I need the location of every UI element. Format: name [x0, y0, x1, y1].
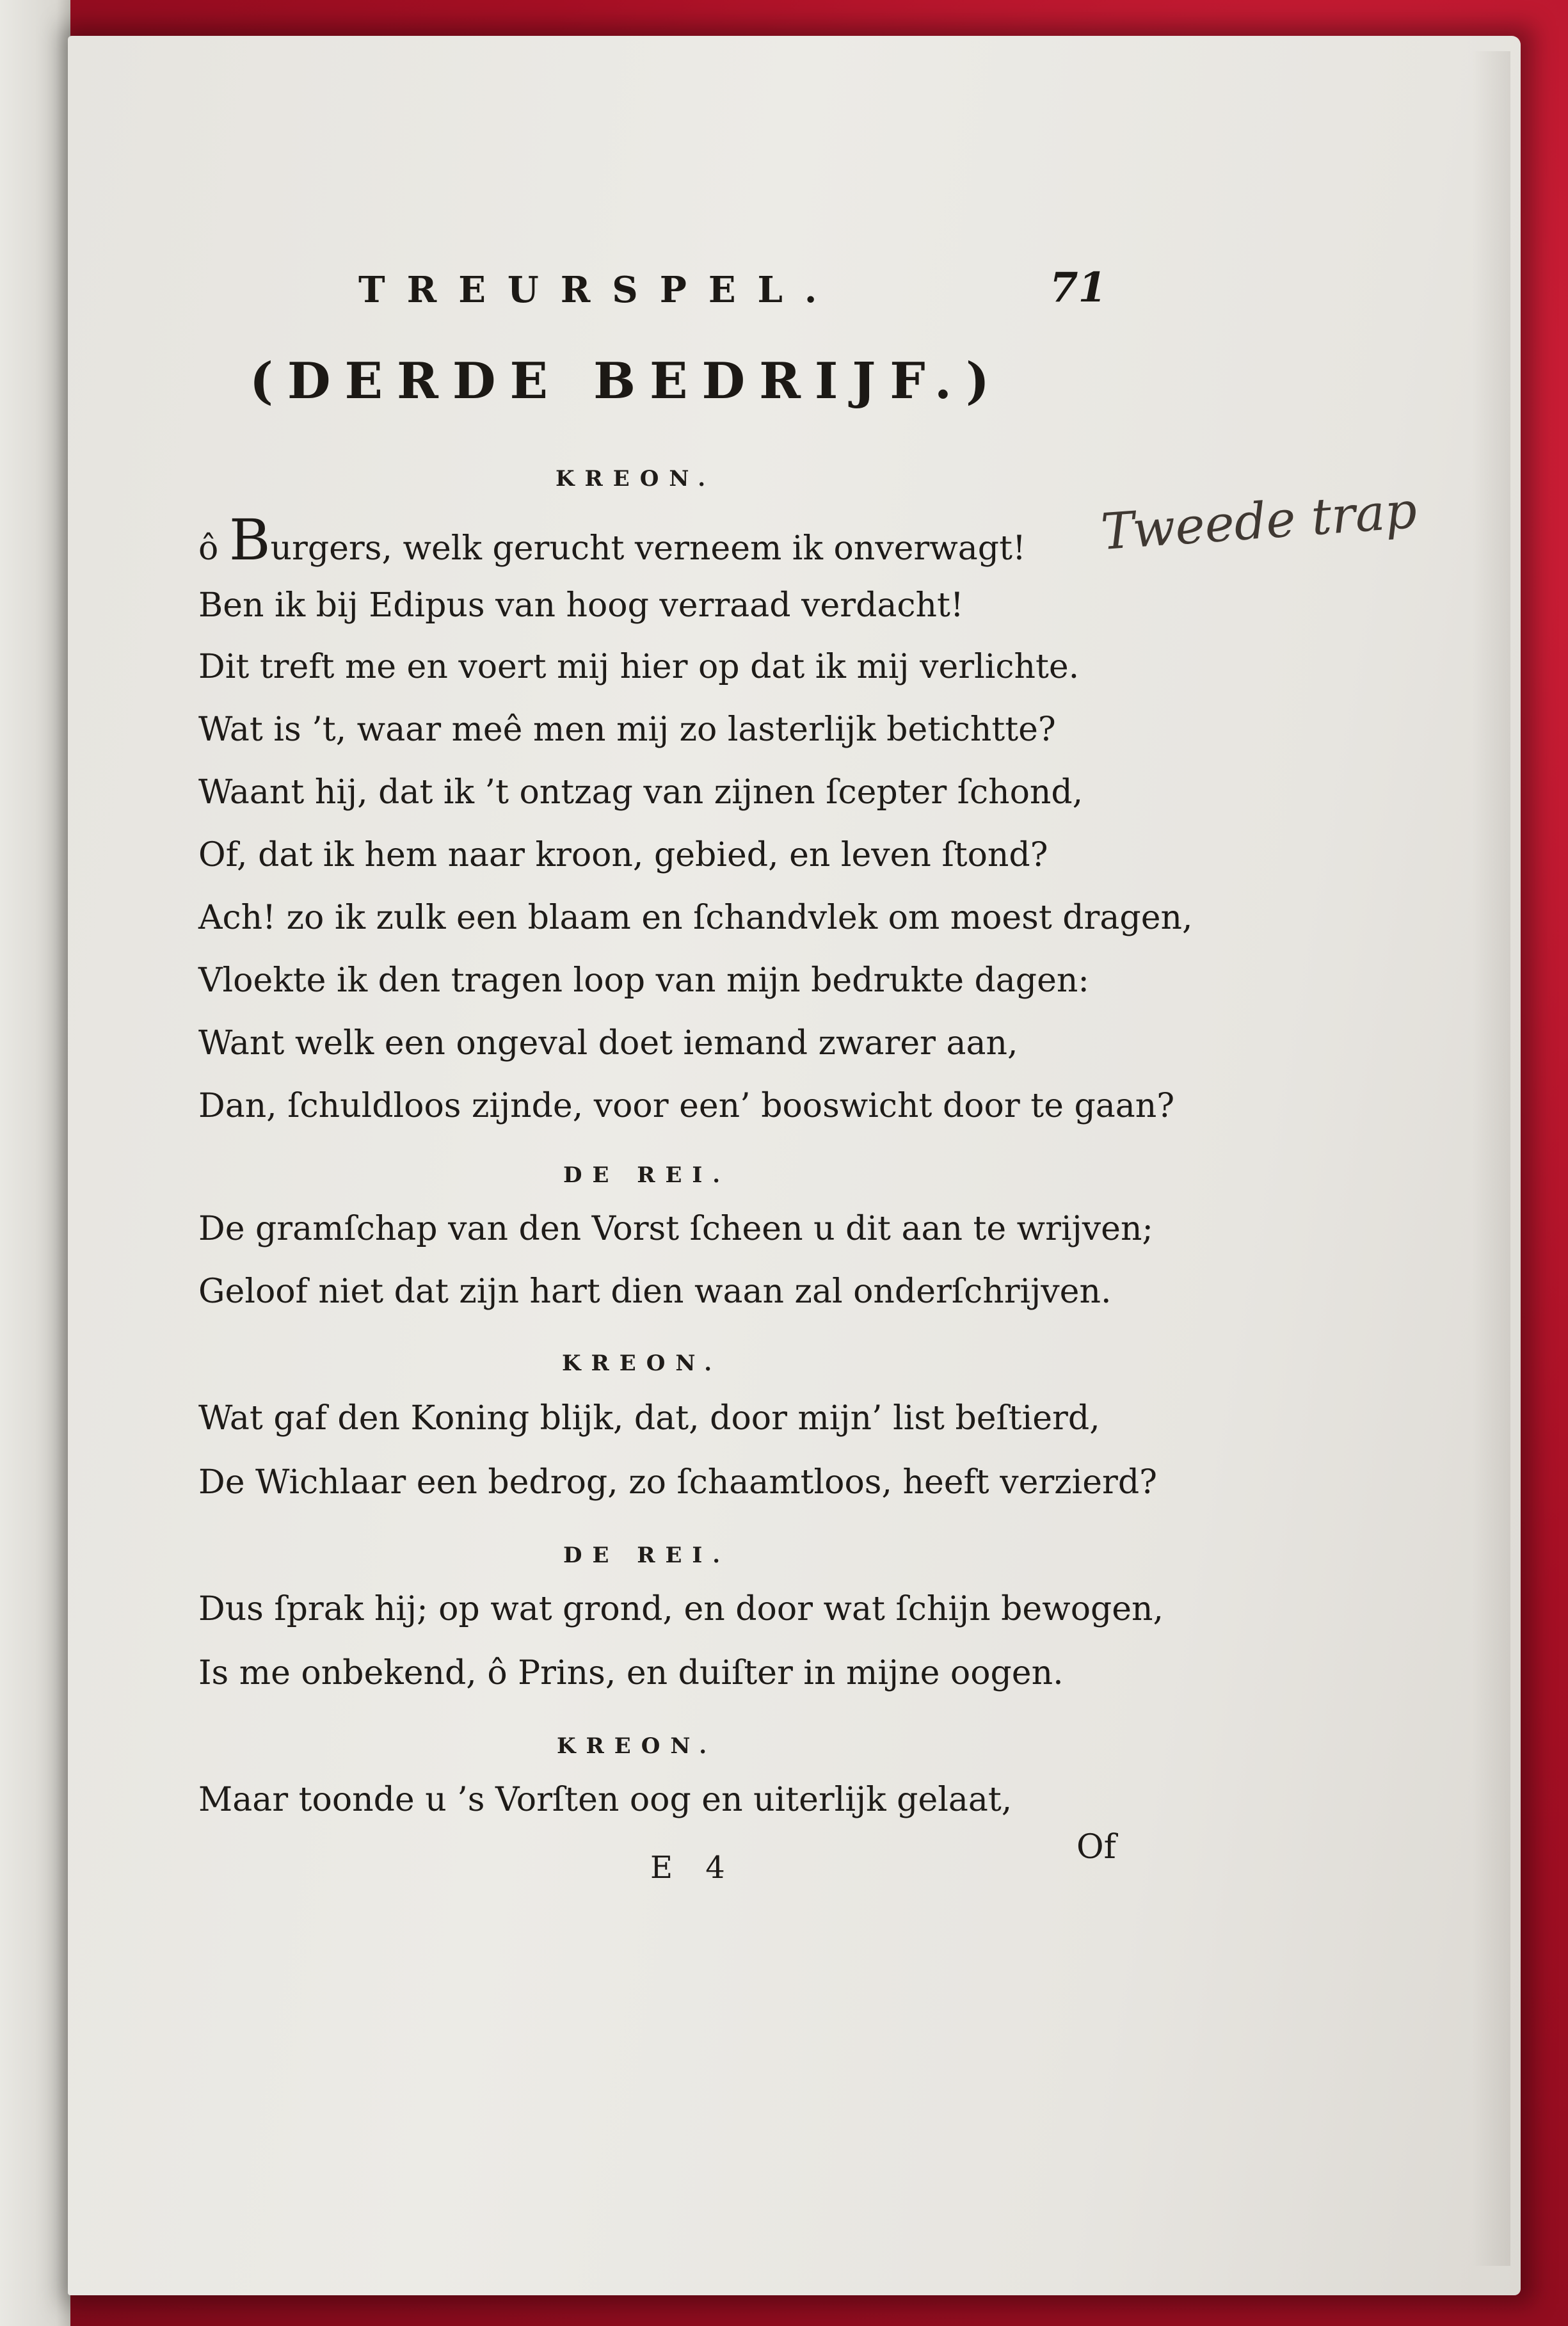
- verse-line: Waant hij, dat ik ’t ontzag van zijnen ſcepter ſchond,: [198, 773, 1084, 812]
- verse-line: [198, 507, 1026, 573]
- verse-line: Ben ik bij Edipus van hoog verraad verdacht!: [198, 586, 964, 625]
- speaker-heading: KREON.: [557, 1733, 717, 1759]
- speaker-heading: DE REI.: [563, 1162, 731, 1188]
- verse-line-rest: urgers, welk gerucht verneem ik onverwagt!: [270, 529, 1026, 568]
- verse-line: Vloekte ik den tragen loop van mijn bedrukte dagen:: [198, 961, 1089, 1000]
- facing-page-edge: [0, 0, 70, 2326]
- verse-line: Wat gaf den Koning blijk, dat, door mijn’ list beſtierd,: [198, 1399, 1100, 1438]
- catchword: Of: [1076, 1828, 1116, 1866]
- handwritten-marginal-note: Tweede trap: [1099, 481, 1419, 562]
- speaker-heading: KREON.: [562, 1351, 723, 1376]
- speaker-heading: DE REI.: [563, 1543, 731, 1568]
- speaker-heading: KREON.: [556, 466, 716, 492]
- verse-line: Dit treft me en voert mij hier op dat ik mij verlichte.: [198, 648, 1080, 686]
- running-head: TREURSPEL.: [358, 269, 839, 311]
- verse-line: Want welk een ongeval doet iemand zwarer aan,: [198, 1024, 1018, 1063]
- verse-line: Geloof niet dat zijn hart dien waan zal onderſchrijven.: [198, 1272, 1112, 1311]
- act-heading: (DERDE BEDRIJF.): [250, 352, 1004, 410]
- verse-line: Dus ſprak hij; op wat grond, en door wat ſchijn bewogen,: [198, 1590, 1164, 1628]
- verse-line: Is me onbekend, ô Prins, en duiſter in mijne oogen.: [198, 1654, 1064, 1692]
- page-number: 71: [1050, 264, 1107, 312]
- drop-capital: B: [228, 507, 271, 573]
- verse-line: Dan, ſchuldloos zijnde, voor een’ booswicht door te gaan?: [198, 1087, 1175, 1125]
- verse-line: Of, dat ik hem naar kroon, gebied, en leven ſtond?: [198, 836, 1048, 874]
- verse-line: De Wichlaar een bedrog, zo ſchaamtloos, heeft verzierd?: [198, 1463, 1158, 1502]
- verse-prefix: ô: [198, 529, 229, 568]
- verse-line: Ach! zo ik zulk een blaam en ſchandvlek om moest dragen,: [198, 899, 1193, 937]
- page-edge-shading: [1472, 51, 1510, 2266]
- signature-mark: E 4: [650, 1850, 737, 1886]
- verse-line: Wat is ’t, waar meê men mij zo lasterlijk betichtte?: [198, 710, 1056, 749]
- verse-line: De gramſchap van den Vorst ſcheen u dit aan te wrijven;: [198, 1210, 1153, 1248]
- verse-line: Maar toonde u ’s Vorſten oog en uiterlijk gelaat,: [198, 1781, 1012, 1819]
